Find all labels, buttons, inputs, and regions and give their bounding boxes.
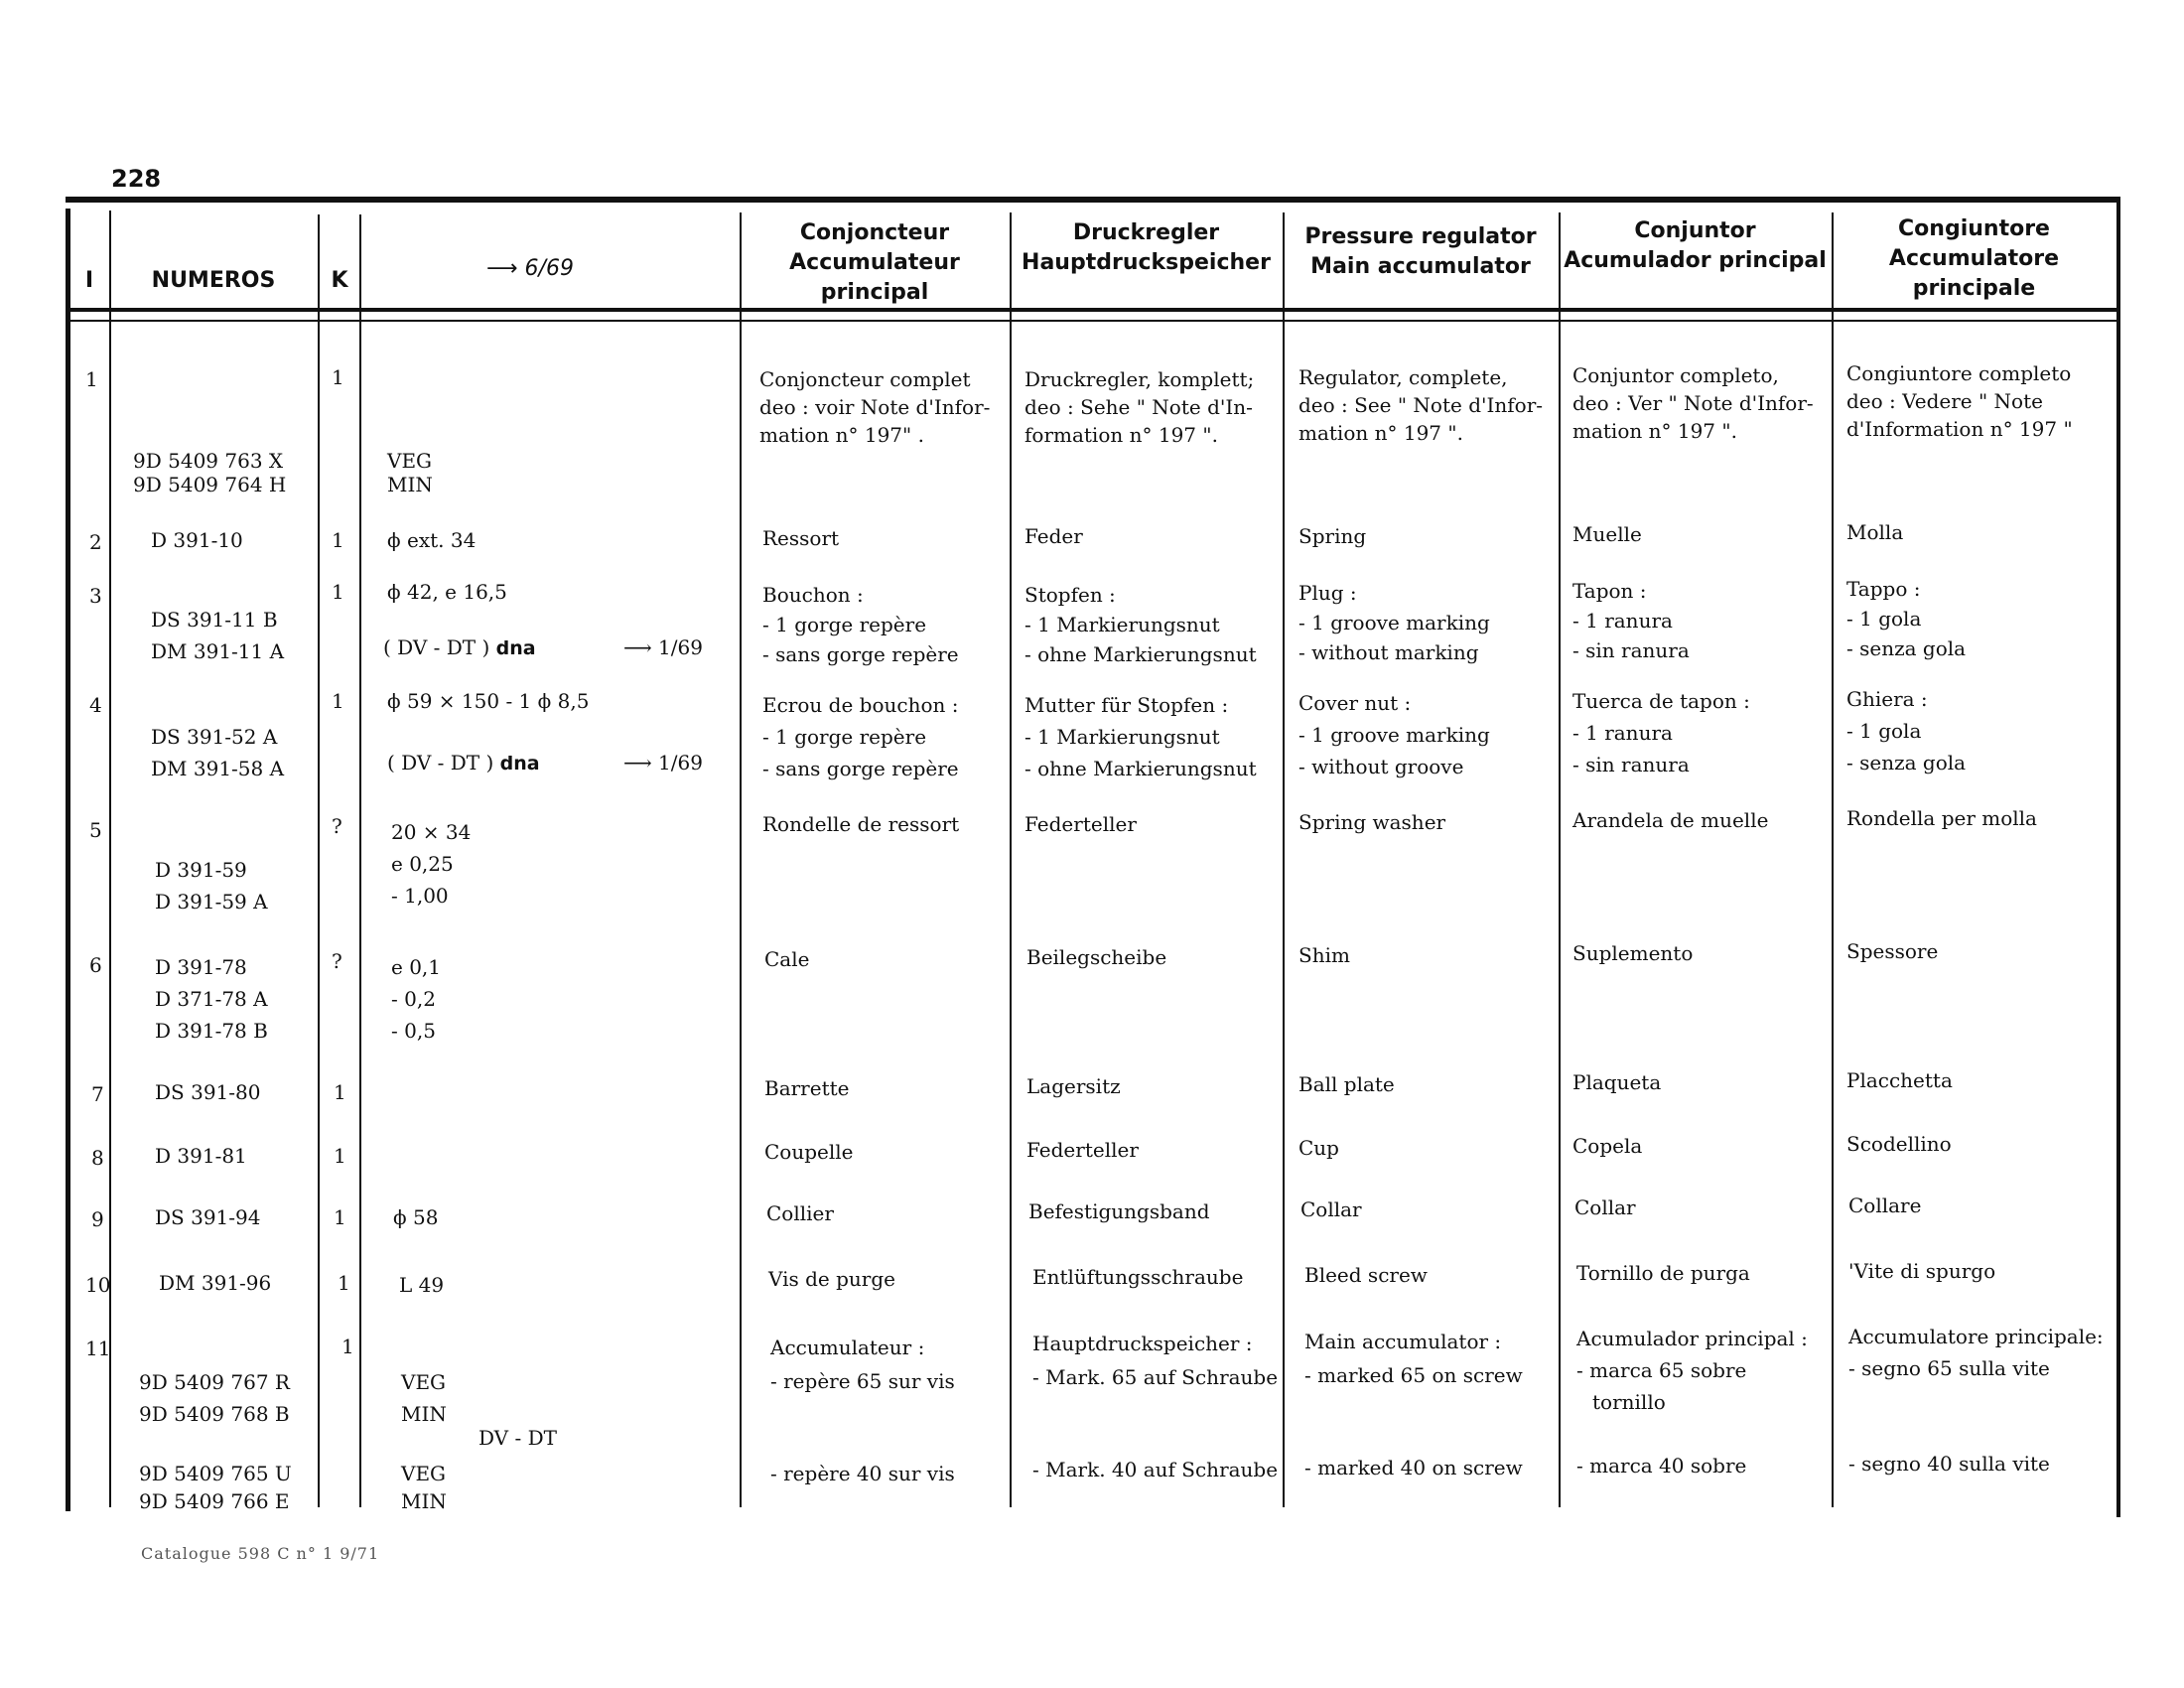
row-4-fr: Ecrou de bouchon : - 1 gorge repère - sans gorge repère xyxy=(762,693,959,780)
row-2-k: 1 xyxy=(332,528,344,552)
row-3-k: 1 xyxy=(332,580,344,604)
col-divider-es xyxy=(1832,212,1834,1507)
row-3-index: 3 xyxy=(89,584,102,608)
row-2-number: D 391-10 xyxy=(151,528,243,552)
row-4-number: DS 391-52 A DM 391-58 A xyxy=(151,725,285,780)
row-9-fr: Collier xyxy=(766,1201,834,1225)
header-col-spec: ⟶ 6/69 xyxy=(486,256,574,281)
row-5-spec: 20 × 34 e 0,25 - 1,00 xyxy=(391,820,472,908)
row-1-number: 9D 5409 763 X 9D 5409 764 H xyxy=(133,449,287,496)
row-5-index: 5 xyxy=(89,818,102,842)
row-10-number: DM 391-96 xyxy=(159,1271,272,1295)
col-divider-i xyxy=(109,211,111,1507)
row-8-k: 1 xyxy=(334,1144,346,1168)
col-divider-de xyxy=(1283,212,1285,1507)
col-divider-en xyxy=(1559,212,1561,1507)
catalogue-footer: Catalogue 598 C n° 1 9/71 xyxy=(141,1544,380,1563)
row-9-k: 1 xyxy=(334,1205,346,1229)
table-left-border xyxy=(66,209,70,1511)
row-11-es: Acumulador principal : - marca 65 sobre tornillo xyxy=(1576,1327,1808,1414)
row-4-k: 1 xyxy=(332,689,344,713)
row-5-k: ? xyxy=(332,814,342,838)
row-2-fr: Ressort xyxy=(762,526,840,550)
row-10-spec: L 49 xyxy=(399,1273,445,1297)
row-10-en: Bleed screw xyxy=(1304,1263,1428,1287)
header-es: Conjuntor Acumulador principal xyxy=(1564,218,1827,273)
row-1-spec: VEG MIN xyxy=(387,449,433,496)
row-10-es: Tornillo de purga xyxy=(1576,1261,1750,1285)
row-11-fr: Accumulateur : - repère 65 sur vis xyxy=(770,1336,955,1393)
row-9-es: Collar xyxy=(1574,1196,1636,1219)
row-11-es-2: - marca 40 sobre xyxy=(1576,1454,1747,1477)
row-4-es: Tuerca de tapon : - 1 ranura - sin ranura xyxy=(1572,689,1750,776)
row-10-fr: Vis de purge xyxy=(768,1267,895,1291)
row-11-de-2: - Mark. 40 auf Schraube xyxy=(1032,1458,1279,1481)
col-divider-k xyxy=(359,214,361,1507)
row-7-it: Placchetta xyxy=(1846,1068,1953,1092)
row-8-it: Scodellino xyxy=(1846,1132,1952,1156)
row-4-variant: ( DV - DT ) dna xyxy=(387,751,540,774)
row-4-spec: ϕ 59 × 150 - 1 ϕ 8,5 xyxy=(387,689,590,713)
row-9-en: Collar xyxy=(1300,1197,1362,1221)
header-col-numeros: NUMEROS xyxy=(151,268,276,293)
row-9-index: 9 xyxy=(91,1207,104,1231)
row-4-arrow: ⟶ 1/69 xyxy=(623,751,703,774)
row-11-spec-b: VEG MIN xyxy=(401,1462,447,1513)
row-6-index: 6 xyxy=(89,953,102,977)
row-11-fr-2: - repère 40 sur vis xyxy=(770,1462,955,1485)
header-de: Druckregler Hauptdruckspeicher xyxy=(1022,220,1271,275)
row-6-it: Spessore xyxy=(1846,939,1939,963)
row-3-de: Stopfen : - 1 Markierungsnut - ohne Markierungsnut xyxy=(1024,583,1257,666)
row-6-de: Beilegscheibe xyxy=(1026,945,1167,969)
row-11-number-a: 9D 5409 767 R 9D 5409 768 B xyxy=(139,1370,290,1426)
row-1-es: Conjuntor completo, deo : Ver " Note d'Infor- mation n° 197 ". xyxy=(1572,363,1814,443)
col-divider-fr xyxy=(1010,212,1012,1507)
row-10-k: 1 xyxy=(338,1271,350,1295)
row-3-spec: ϕ 42, e 16,5 xyxy=(387,580,507,604)
row-7-index: 7 xyxy=(91,1082,104,1106)
row-1-fr: Conjoncteur complet deo : voir Note d'Infor- mation n° 197" . xyxy=(759,367,991,447)
header-col-k: K xyxy=(331,268,348,293)
row-7-k: 1 xyxy=(334,1080,346,1104)
row-4-en: Cover nut : - 1 groove marking - without groove xyxy=(1298,691,1490,778)
row-8-en: Cup xyxy=(1298,1136,1339,1160)
header-it: Congiuntore Accumulatore principale xyxy=(1888,216,2060,301)
row-3-arrow: ⟶ 1/69 xyxy=(623,635,703,659)
row-1-it: Congiuntore completo deo : Vedere " Note d'Information n° 197 " xyxy=(1846,361,2073,441)
page-number: 228 xyxy=(111,165,162,193)
row-11-en-2: - marked 40 on screw xyxy=(1304,1456,1523,1479)
row-5-number: D 391-59 D 391-59 A xyxy=(155,858,268,914)
row-11-k: 1 xyxy=(341,1335,354,1358)
row-11-it-2: - segno 40 sulla vite xyxy=(1848,1452,2050,1476)
row-11-number-b: 9D 5409 765 U 9D 5409 766 E xyxy=(139,1462,292,1513)
row-2-en: Spring xyxy=(1298,524,1367,548)
header-en: Pressure regulator Main accumulator xyxy=(1304,224,1537,279)
row-3-en: Plug : - 1 groove marking - without marking xyxy=(1298,581,1490,664)
header-rule xyxy=(69,308,2116,312)
row-6-spec: e 0,1 - 0,2 - 0,5 xyxy=(391,955,441,1043)
row-5-fr: Rondelle de ressort xyxy=(762,812,960,836)
row-5-es: Arandela de muelle xyxy=(1572,808,1769,832)
row-6-fr: Cale xyxy=(764,947,810,971)
row-4-index: 4 xyxy=(89,693,102,717)
row-1-en: Regulator, complete, deo : See " Note d'Infor- mation n° 197 ". xyxy=(1298,365,1544,445)
row-9-de: Befestigungsband xyxy=(1028,1199,1210,1223)
row-1-de: Druckregler, komplett; deo : Sehe " Note d'In- formation n° 197 ". xyxy=(1024,367,1255,447)
row-3-it: Tappo : - 1 gola - senza gola xyxy=(1846,577,1967,660)
row-2-spec: ϕ ext. 34 xyxy=(387,528,477,552)
row-6-k: ? xyxy=(332,949,342,973)
row-1-k: 1 xyxy=(332,365,344,389)
row-8-number: D 391-81 xyxy=(155,1144,247,1168)
header-fr: Conjoncteur Accumulateur principal xyxy=(789,220,960,305)
row-5-it: Rondella per molla xyxy=(1846,806,2037,830)
row-10-de: Entlüftungsschraube xyxy=(1032,1265,1244,1289)
row-11-spec-a: VEG MIN xyxy=(401,1370,447,1426)
row-11-en: Main accumulator : - marked 65 on screw xyxy=(1304,1330,1523,1387)
row-6-es: Suplemento xyxy=(1572,941,1694,965)
row-3-fr: Bouchon : - 1 gorge repère - sans gorge repère xyxy=(762,583,959,666)
row-7-de: Lagersitz xyxy=(1026,1074,1121,1098)
row-5-en: Spring washer xyxy=(1298,810,1446,834)
row-7-en: Ball plate xyxy=(1298,1072,1395,1096)
row-11-index: 11 xyxy=(85,1336,111,1360)
row-8-index: 8 xyxy=(91,1146,104,1170)
row-8-es: Copela xyxy=(1572,1134,1643,1158)
row-9-number: DS 391-94 xyxy=(155,1205,261,1229)
row-11-variant: DV - DT xyxy=(478,1426,557,1450)
col-divider-spec xyxy=(740,212,742,1507)
col-divider-numeros xyxy=(318,214,320,1507)
row-2-es: Muelle xyxy=(1572,522,1642,546)
row-11-de: Hauptdruckspeicher : - Mark. 65 auf Schraube xyxy=(1032,1332,1279,1389)
row-9-it: Collare xyxy=(1848,1194,1922,1217)
header-rule-2 xyxy=(69,320,2116,322)
row-3-es: Tapon : - 1 ranura - sin ranura xyxy=(1572,579,1690,662)
row-7-number: DS 391-80 xyxy=(155,1080,261,1104)
row-5-de: Federteller xyxy=(1024,812,1137,836)
row-10-it: 'Vite di spurgo xyxy=(1848,1259,1996,1283)
row-1-index: 1 xyxy=(85,367,98,391)
row-6-number: D 391-78 D 371-78 A D 391-78 B xyxy=(155,955,268,1043)
row-11-it: Accumulatore principale: - segno 65 sulla vite xyxy=(1848,1325,2104,1380)
row-4-it: Ghiera : - 1 gola - senza gola xyxy=(1846,687,1967,774)
row-8-de: Federteller xyxy=(1026,1138,1139,1162)
row-2-de: Feder xyxy=(1024,524,1083,548)
row-8-fr: Coupelle xyxy=(764,1140,854,1164)
row-2-it: Molla xyxy=(1846,520,1904,544)
row-9-spec: ϕ 58 xyxy=(393,1205,439,1229)
row-4-de: Mutter für Stopfen : - 1 Markierungsnut - ohne Markierungsnut xyxy=(1024,693,1257,780)
row-7-es: Plaqueta xyxy=(1572,1070,1662,1094)
row-10-index: 10 xyxy=(85,1273,111,1297)
row-6-en: Shim xyxy=(1298,943,1350,967)
row-2-index: 2 xyxy=(89,530,102,554)
row-3-number: DS 391-11 B DM 391-11 A xyxy=(151,608,285,663)
row-7-fr: Barrette xyxy=(764,1076,850,1100)
row-3-variant: ( DV - DT ) dna xyxy=(383,635,536,659)
header-col-i: I xyxy=(84,268,94,293)
